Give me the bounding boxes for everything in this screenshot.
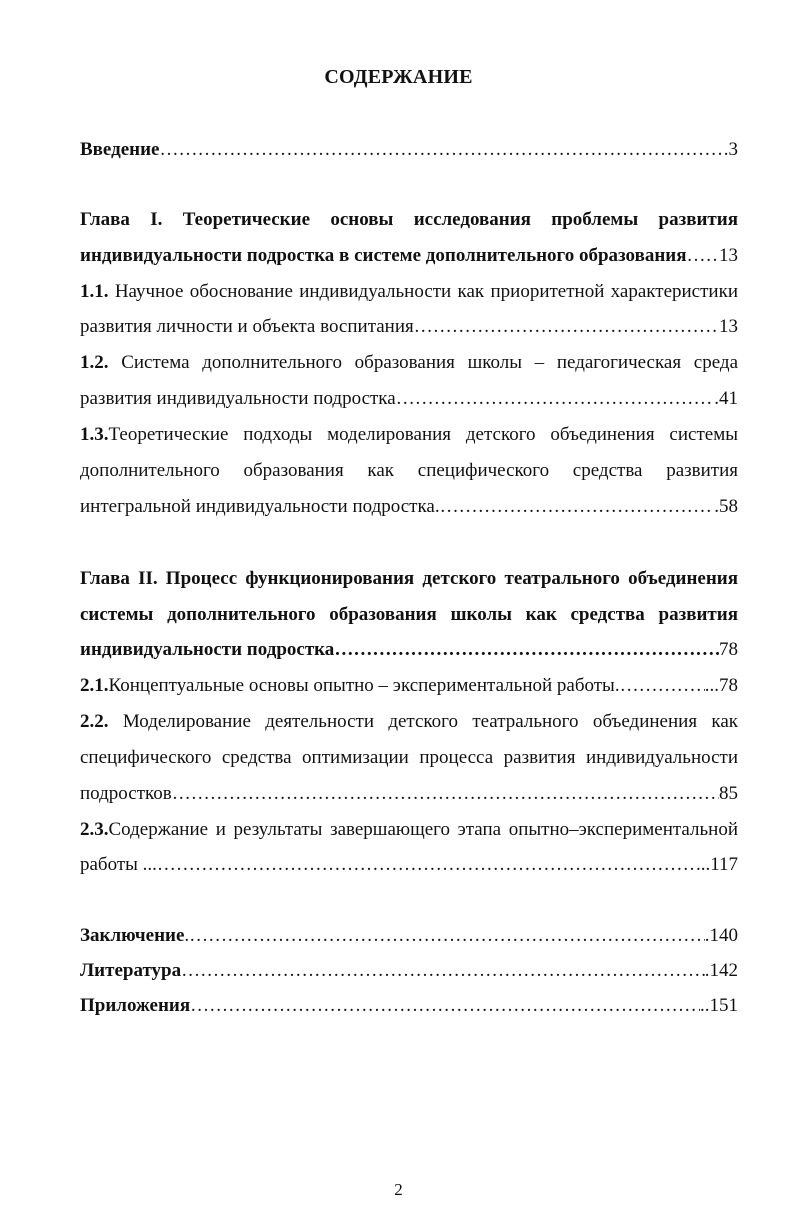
- toc-chapter2-page: 78: [719, 639, 738, 660]
- toc-literature-page: .142: [704, 960, 738, 981]
- toc-entry-2-1[interactable]: [80, 674, 738, 698]
- section-number: 2.3.: [80, 819, 109, 840]
- section-title-cont: подростков: [80, 783, 172, 804]
- chapter1-heading-line2: индивидуальности подростка в системе дополнительного образования: [80, 245, 687, 266]
- toc-entry-1-1-line1[interactable]: [80, 280, 738, 304]
- toc-appendix-page: ..151: [700, 995, 738, 1016]
- chapter2-heading-line1[interactable]: Глава II. Процесс функционирования детского театрального объединения: [80, 568, 738, 589]
- section-number: 2.1.: [80, 675, 109, 696]
- toc-entry-2-2-line2[interactable]: специфического средства оптимизации процесса развития индивидуальности: [80, 747, 738, 768]
- chapter2-heading-line3: индивидуальности подростка: [80, 639, 335, 660]
- section-title: Моделирование деятельности детского театрального объединения как: [108, 711, 738, 732]
- section-number: 1.2.: [80, 352, 109, 373]
- toc-intro-page: .3: [723, 139, 738, 160]
- toc-leader: [181, 959, 705, 983]
- section-title-cont: работы ...: [80, 854, 157, 875]
- toc-entry-2-3-line1[interactable]: [80, 818, 738, 842]
- toc-entry-1-3-line2[interactable]: дополнительного образования как специфического средства развития: [80, 460, 738, 481]
- toc-literature-label: Литература: [80, 960, 182, 981]
- toc-entry-1-3-line3[interactable]: [80, 495, 738, 519]
- toc-entry-chapter2[interactable]: [80, 638, 738, 662]
- toc-entry-1-1-line2[interactable]: [80, 315, 738, 339]
- toc-entry-2-2-line3[interactable]: [80, 782, 738, 806]
- toc-2-1-page: ...78: [704, 675, 738, 696]
- toc-conclusion-label: Заключение: [80, 925, 185, 946]
- toc-leader: [396, 387, 715, 411]
- toc-leader: [157, 853, 701, 877]
- toc-entry-1-3-line1[interactable]: [80, 423, 738, 447]
- toc-entry-conclusion[interactable]: [80, 924, 738, 948]
- toc-leader: [620, 674, 705, 698]
- toc-entry-1-2-line2[interactable]: [80, 387, 738, 411]
- toc-1-3-page: .58: [714, 496, 738, 517]
- toc-intro-label: Введение: [80, 139, 160, 160]
- toc-1-2-page: .41: [714, 388, 738, 409]
- toc-2-3-page: ..117: [700, 854, 738, 875]
- page-number: 2: [394, 1180, 403, 1199]
- section-title: Теоретические подходы моделирования детского объединения системы: [108, 424, 738, 445]
- toc-entry-intro[interactable]: [80, 138, 738, 162]
- section-title-cont: развития личности и объекта воспитания: [80, 316, 414, 337]
- toc-leader: [334, 638, 719, 662]
- toc-leader: [160, 138, 724, 162]
- toc-leader: [440, 495, 715, 519]
- chapter2-heading-line2[interactable]: системы дополнительного образования школы как средства развития: [80, 604, 738, 625]
- section-title-cont: развития индивидуальности подростка: [80, 388, 396, 409]
- toc-leader: [414, 315, 719, 339]
- section-title: Концептуальные основы опытно – экспериментальной работы.: [108, 675, 620, 696]
- toc-chapter1-page: 13: [719, 245, 738, 266]
- section-number: 2.2.: [80, 711, 109, 732]
- toc-conclusion-dot: .: [184, 925, 190, 946]
- section-title: Система дополнительного образования школы – педагогическая среда: [108, 352, 738, 373]
- section-title: Научное обоснование индивидуальности как приоритетной характеристики: [108, 281, 738, 302]
- toc-entry-2-2-line1[interactable]: [80, 710, 738, 734]
- chapter1-heading-line1[interactable]: Глава I. Теоретические основы исследования проблемы развития: [80, 209, 738, 230]
- toc-leader: [190, 994, 700, 1018]
- toc-entry-literature[interactable]: [80, 959, 738, 983]
- section-number: 1.3.: [80, 424, 109, 445]
- page-title: СОДЕРЖАНИЕ: [324, 66, 473, 88]
- toc-conclusion-page: .140: [704, 925, 738, 946]
- toc-entry-appendix[interactable]: [80, 994, 738, 1018]
- section-title: Содержание и результаты завершающего этапа опытно–экспериментальной: [108, 819, 738, 840]
- toc-entry-1-2-line1[interactable]: [80, 351, 738, 375]
- section-number: 1.1.: [80, 281, 109, 302]
- toc-1-1-page: 13: [719, 316, 738, 337]
- toc-leader: [687, 244, 719, 268]
- toc-leader: [189, 924, 705, 948]
- toc-2-2-page: 85: [719, 783, 738, 804]
- toc-entry-chapter1[interactable]: [80, 244, 738, 268]
- toc-leader: [172, 782, 719, 806]
- toc-entry-2-3-line2[interactable]: [80, 853, 738, 877]
- section-title-cont: интегральной индивидуальности подростка.: [80, 496, 440, 517]
- toc-appendix-label: Приложения: [80, 995, 191, 1016]
